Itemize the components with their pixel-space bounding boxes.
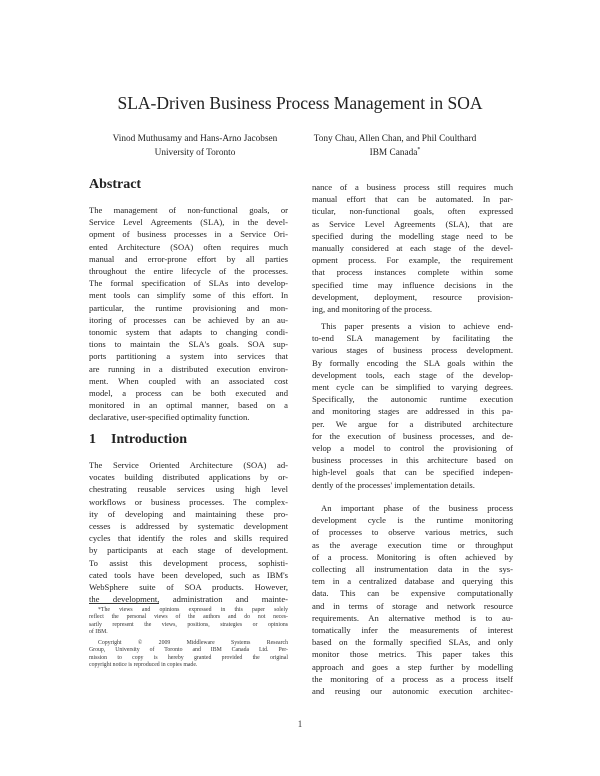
- text-line: manually considered at each stage of the devel-: [312, 243, 513, 254]
- text-line: WebSphere suite of SOA products. However,: [89, 582, 288, 593]
- text-line: mission to copy is hereby granted provided the original: [89, 654, 288, 661]
- right-column-paragraph-2: [312, 320, 513, 491]
- text-line: monitored in an optimal manner, based on a: [89, 400, 288, 411]
- text-line: requirements. An alternative method is to au-: [312, 612, 513, 623]
- text-line: chestrating reusable services using high level: [89, 484, 288, 495]
- text-line: By formally encoding the SLA goals within the: [312, 357, 513, 368]
- text-line: ented Architecture (SOA) often requires much: [89, 241, 288, 252]
- text-line: high-level goals that can be specified indepen-: [312, 467, 513, 478]
- abstract-heading: Abstract: [89, 177, 142, 192]
- text-line: velop a model to control the provisioning of: [312, 443, 513, 454]
- text-line: Copyright © 2009 Middleware Systems Research: [98, 640, 288, 646]
- text-line: Specifically, the autonomic runtime execution: [312, 394, 513, 405]
- text-line: The formal specification of SLAs into develop-: [89, 278, 288, 289]
- text-line: to-end SLA management by facilitating the: [312, 333, 513, 344]
- text-line: tonomic system that adapts to changing condi-: [89, 327, 288, 338]
- text-line: approach and goes a step further by modelling: [312, 661, 513, 672]
- text-line: declarative, user-specified optimality function.: [89, 412, 250, 423]
- text-line: and monitoring stages are addressed in this pa-: [312, 406, 513, 417]
- text-line: ity of developing and maintaining these pro-: [89, 508, 288, 519]
- text-line: manual effort that can be automated. In par-: [312, 194, 513, 205]
- text-line: cated tools have been developed, such as IBM's: [89, 569, 288, 580]
- text-line: ment. When coupled with an associated cost: [89, 375, 288, 386]
- text-line: ing, and monitoring of the process.: [312, 304, 433, 315]
- text-line: The Service Oriented Architecture (SOA) ad-: [89, 460, 288, 470]
- text-line: dently of the processes' implementation details.: [312, 479, 475, 490]
- text-line: tem in a centralized database and querying this: [312, 576, 513, 587]
- text-line: of IBM.: [89, 629, 108, 636]
- text-line: development cycle is the runtime monitoring: [312, 515, 513, 526]
- paper-title: SLA-Driven Business Process Management in SOA: [117, 93, 483, 113]
- text-line: development, deployment, resource provision-: [312, 291, 513, 302]
- introduction-heading: [89, 432, 187, 448]
- author-affiliation-right: [305, 146, 485, 160]
- text-line: ment tools can simplify some of this effort. In: [89, 290, 288, 301]
- text-line: various stages of business process development.: [312, 345, 513, 356]
- text-line: and in terms of storage and network resource: [312, 600, 513, 611]
- abstract-body: [89, 204, 288, 424]
- text-line: data. This can be expensive computationally: [312, 588, 513, 599]
- section-number: 1: [89, 432, 96, 447]
- text-line: To assist this development process, sophisti-: [89, 557, 288, 568]
- text-line: model, a process can be both executed and: [89, 388, 288, 399]
- footnote-marker: *: [417, 146, 421, 153]
- right-column-paragraph-3: [312, 502, 513, 697]
- footnote-views: [89, 607, 288, 637]
- text-line: and reusing our autonomic execution architec-: [312, 686, 513, 697]
- text-line: opment of business processes in a Service Ori-: [89, 229, 288, 240]
- text-line: the development, administration and mainte-: [89, 594, 288, 605]
- text-line: An important phase of the business process: [321, 503, 513, 513]
- text-line: *The views and opinions expressed in this paper solely: [98, 607, 288, 613]
- text-line: tions to maintain the SLA's goals. SOA sup-: [89, 339, 288, 350]
- text-line: specified during the modelling stage need to be: [312, 230, 513, 241]
- author-block-ibm: [305, 132, 485, 160]
- text-line: vocates building distributed applications by or-: [89, 472, 288, 483]
- text-line: by participants at each stage of development.: [89, 545, 288, 556]
- text-line: are running in a distributed execution environ-: [89, 363, 288, 374]
- introduction-body: [89, 459, 288, 605]
- text-line: cycles that identify the roles and skills required: [89, 533, 288, 544]
- text-line: The management of non-functional goals, or: [89, 205, 288, 215]
- text-line: opment process. For example, the requirement: [312, 255, 513, 266]
- text-line: throughout the entire lifecycle of the processes.: [89, 266, 288, 277]
- text-line: sarily represent the views, positions, strategies or opinions: [89, 621, 288, 628]
- text-line: reflect the personal views of the authors and do not neces-: [89, 614, 288, 621]
- author-affiliation-left: University of Toronto: [154, 148, 236, 158]
- text-line: workflows or business processes. The complex-: [89, 496, 288, 507]
- text-line: based on the formally specified SLAs, and only: [312, 637, 513, 648]
- text-line: itoring of processes can be achieved by an au-: [89, 314, 288, 325]
- text-line: as Service Level Agreements (SLA), that are: [312, 218, 513, 229]
- text-line: particular, the runtime provisioning and mon-: [89, 302, 288, 313]
- text-line: specified time may influence decisions in the: [312, 279, 513, 290]
- footnote-divider: [89, 603, 159, 604]
- text-line: business processes in this architecture based on: [312, 455, 513, 466]
- section-title: Introduction: [111, 432, 187, 447]
- footnote-copyright: [89, 640, 288, 670]
- text-line: Service Level Agreements (SLA), in the devel-: [89, 217, 288, 228]
- right-column-paragraph-1: [312, 181, 513, 315]
- text-line: monitor those metrics. This paper takes this: [312, 649, 513, 660]
- text-line: manual and error-prone effort by all parties: [89, 253, 288, 264]
- text-line: the monitoring of a process as a process itself: [312, 673, 513, 684]
- author-names-left: Vinod Muthusamy and Hans-Arno Jacobsen: [112, 134, 278, 144]
- text-line: of a process. Monitoring is often achieved by: [312, 551, 513, 562]
- text-line: nance of a business process still requires much: [312, 182, 513, 192]
- text-line: cesses is addressed by systematic development: [89, 521, 288, 532]
- text-line: This paper presents a vision to achieve end-: [321, 321, 513, 331]
- page-number: 1: [297, 719, 303, 729]
- author-block-toronto: [100, 132, 290, 160]
- text-line: as the average execution time or throughput: [312, 539, 513, 550]
- author-names-right: Tony Chau, Allen Chan, and Phil Coulthard: [313, 134, 477, 144]
- text-line: Group, University of Toronto and IBM Canada Ltd. Per-: [89, 647, 288, 654]
- affiliation-text: IBM Canada: [369, 148, 418, 158]
- text-line: copyright notice is reproduced in copies made.: [89, 662, 198, 669]
- text-line: ment cycle can be simplified to varying degrees.: [312, 382, 513, 393]
- text-line: collecting all instrumentation data in the sys-: [312, 564, 513, 575]
- text-line: that process instances complete within some: [312, 267, 513, 278]
- text-line: tomatically infer the measurements of interest: [312, 625, 513, 636]
- text-line: ports partitioning a system into services that: [89, 351, 288, 362]
- text-line: development tools, each stage of the develop-: [312, 369, 513, 380]
- text-line: per. We argue for a distributed architecture: [312, 418, 513, 429]
- text-line: for the execution of business processes, and de-: [312, 430, 513, 441]
- text-line: ticular, non-functional goals, often expressed: [312, 206, 513, 217]
- text-line: of processes to observe various metrics, such: [312, 527, 513, 538]
